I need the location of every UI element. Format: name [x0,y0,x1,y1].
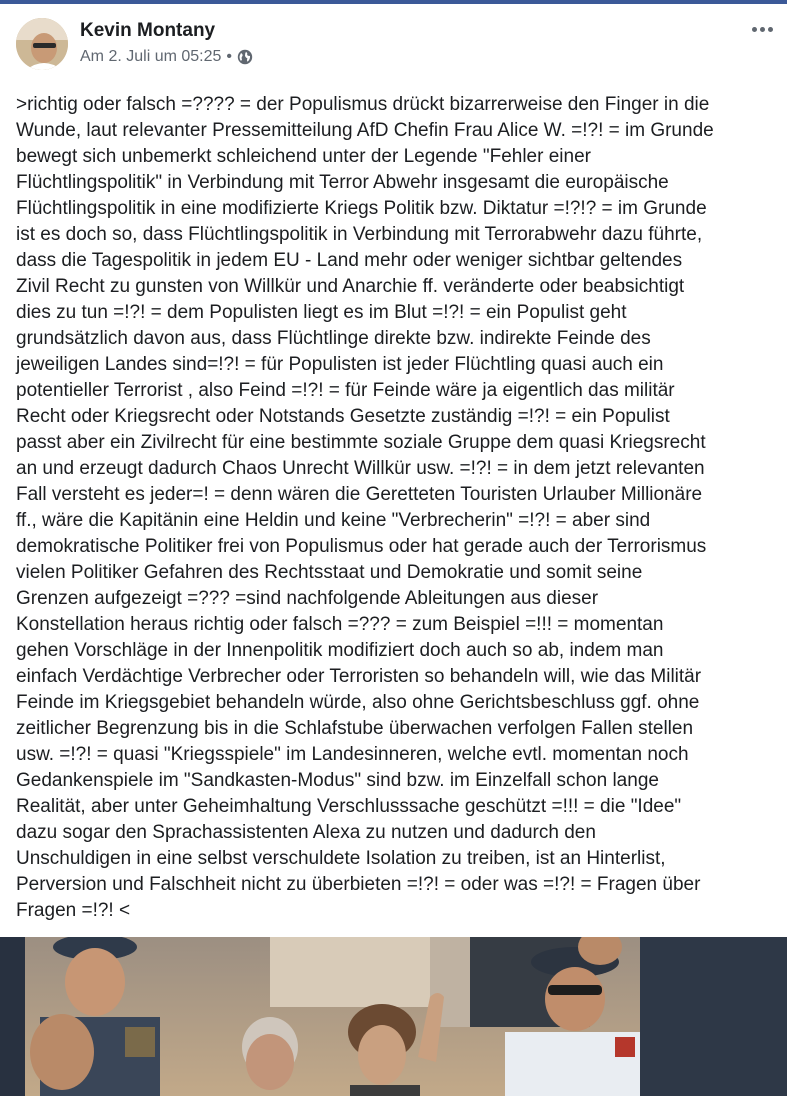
post-header [16,18,776,74]
post-timestamp[interactable]: Am 2. Juli um 05:25 [80,48,222,65]
meta-separator: • [226,48,233,65]
avatar[interactable] [16,18,68,70]
globe-icon[interactable] [237,49,253,65]
more-options-icon[interactable] [748,18,776,40]
top-bar [0,0,787,4]
post-meta [80,48,253,66]
more-dot [768,27,773,32]
post-text: >richtig oder falsch =???? = der Populismus drückt bizarrerweise den Finger in die Wunde, laut relevanter Pressemitteilung AfD Chefin Frau Alice W. =!?! = im Grunde bewegt sich unbemerkt schleichend unter der Legende "Fehler einer Flüchtlingspolitik" in Verbindung mit Terror Abwehr insgesamt die europäische Flüchtlingspolitik in eine modifizierte Kriegs Politik bzw. Diktatur =!?!? = im Grunde ist es doch so, dass Flüchtlingspolitik in Verbindung mit Terrorabwehr dazu führte, dass die Tagespolitik in jedem EU - Land mehr oder weniger sichtbar geltendes Zivil Recht zu gunsten von Willkür und Anarchie ff. veränderte oder beabsichtigt dies zu tun =!?! = dem Populisten liegt es im Blut =!?! = ein Populist geht grundsätzlich davon aus, dass Flüchtlinge direkte bzw. indirekte Feinde des jeweiligen Landes sind=!?! = für Populisten ist jeder Flüchtling quasi auch ein potentieller Terrorist , also Feind =!?! = für Feinde wäre ja eigentlich das militär Recht oder Kriegsrecht oder Notstands Gesetzte zuständig =!?! = ein Populist passt aber ein Zivilrecht für eine bestimmte soziale Gruppe dem quasi Kriegsrecht an und erzeugt dadurch Chaos Unrecht Willkür usw. =!?! = in dem jetzt relevanten Fall versteht es jeder=! = denn wären die Geretteten Touristen Urlauber Millionäre ff., wäre die Kapitänin eine Heldin und keine "Verbrecherin" =!?! = aber sind demokratische Politiker frei von Populismus oder hat gerade auch der Terrorismus vielen Politiker Gefahren des Rechtsstaat und Demokratie und somit seine Grenzen aufgezeigt =??? =sind nachfolgende Ableitungen aus dieser Konstellation heraus richtig oder falsch =??? = zum Beispiel =!!! = momentan gehen Vorschläge in der Innenpolitik modifiziert doch auch so ab, indem man einfach Verdächtige Verbrecher oder Terroristen so behandeln will, wie das Militär Feinde im Kriegsgebiet behandeln würde, also ohne Gerichtsbeschluss ggf. ohne zeitlicher Begrenzung bis in die Schlafstube überwachen verfolgen Fallen stellen usw. =!?! = quasi "Kriegsspiele" im Landesinneren, welche evtl. momentan noch Gedankenspiele im "Sandkasten-Modus" sind bzw. im Einzelfall schon lange Realität, aber unter Geheimhaltung Verschlusssache geschützt =!!! = die "Idee" dazu sogar den Sprachassistenten Alexa zu nutzen und dadurch den Unschuldigen in eine selbst verschuldete Isolation zu treiben, ist an Hinterlist, Perversion und Falschheit nicht zu überbieten =!?! = oder was =!?! = Fragen über Fragen =!?! < [16,94,714,921]
avatar-image [16,18,68,70]
more-dot [752,27,757,32]
author-name[interactable]: Kevin Montany [80,20,216,41]
post-photo[interactable] [0,937,787,1096]
photo-illustration [0,937,787,1096]
more-dot [760,27,765,32]
